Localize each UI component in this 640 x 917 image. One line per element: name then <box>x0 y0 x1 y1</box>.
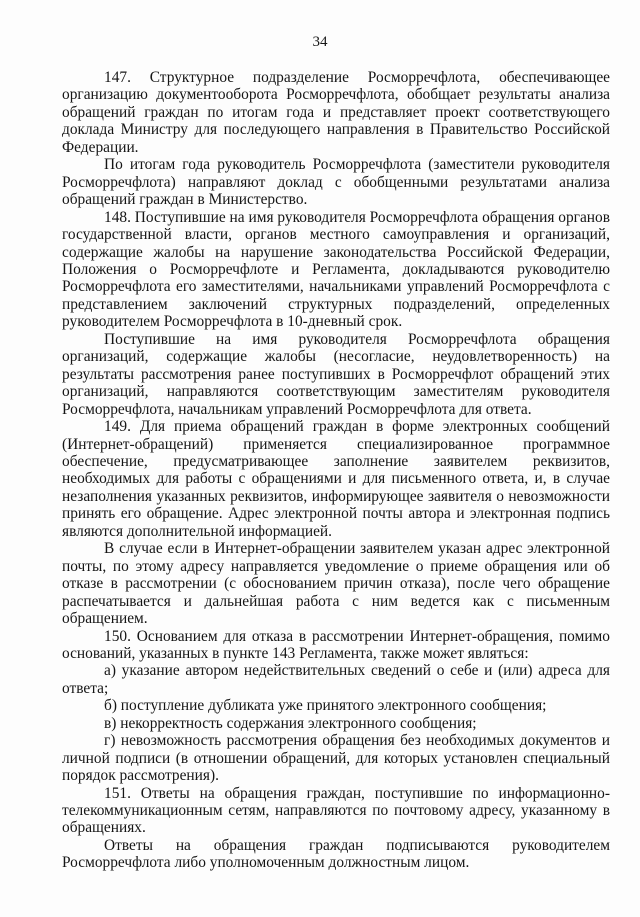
page-number: 34 <box>312 34 328 50</box>
paragraph-organization-complaints: Поступившие на имя руководителя Росморречфлота обращения организаций, содержащие жалобы (несогласие, неудовлетворенность) на результаты рассмотрения ранее поступивших в Росморречфлот обращений этих организаций, направляются соответствующим заместителям руководителя Росморречфлота, начальникам управлений Росморречфлота для ответа. <box>62 330 610 418</box>
paragraph-151: 151. Ответы на обращения граждан, поступившие по информационно-телекоммуникационным сетям, направляются по почтовому адресу, указанному в обращениях. <box>62 784 610 837</box>
paragraph-147: 147. Структурное подразделение Росморречфлота, обеспечивающее организацию документооборота Росморречфлота, обобщает результаты анализа обращений граждан по итогам года и представляет проект соответствующего доклада Министру для последующего направления в Правительство Российской Федерации. <box>62 69 610 156</box>
paragraph-signatures: Ответы на обращения граждан подписываются руководителем Росморречфлота либо уполномоченным должностным лицом. <box>62 836 610 872</box>
document-body <box>62 69 610 872</box>
list-item-a: а) указание автором недействительных сведений о себе и (или) адреса для ответа; <box>62 662 610 697</box>
paragraph-149: 149. Для приема обращений граждан в форме электронных сообщений (Интернет-обращений) применяется специализированное программное обеспечение, предусматривающее заполнение заявителем реквизитов, необходимых для работы с обращениями и для письменного ответа, и, в случае незаполнения указанных реквизитов, информирующее заявителя о невозможности принять его обращение. Адрес электронной почты автора и электронная подпись являются дополнительной информацией. <box>62 418 610 540</box>
list-item-v: в) некорректность содержания электронного сообщения; <box>104 714 477 732</box>
paragraph-annual-report: По итогам года руководитель Росморречфлота (заместители руководителя Росморречфлота) направляют доклад с обобщенными результатами анализа обращений граждан в Министерство. <box>62 156 610 209</box>
list-item-g: г) невозможность рассмотрения обращения без необходимых документов и личной подписи (в отношении обращений, для которых установлен специальный порядок рассмотрения). <box>62 732 610 785</box>
paragraph-148: 148. Поступившие на имя руководителя Росморречфлота обращения органов государственной власти, органов местного самоуправления и организаций, содержащие жалобы на нарушение законодательства Российской Федерации, Положения о Росморречфлоте и Регламента, докладываются руководителю Росморречфлота его заместителями, начальниками управлений Росморречфлота с представлением заключений структурных подразделений, определенных руководителем Росморречфлота в 10-дневный срок. <box>62 208 610 331</box>
paragraph-150: 150. Основанием для отказа в рассмотрении Интернет-обращения, помимо оснований, указанных в пункте 143 Регламента, также может являться: <box>62 627 610 662</box>
list-item-b: б) поступление дубликата уже принятого электронного сообщения; <box>104 697 547 715</box>
paragraph-email-notification: В случае если в Интернет-обращении заявителем указан адрес электронной почты, по этому адресу направляется уведомление о приеме обращения или об отказе в рассмотрении (с обоснованием причин отказа), после чего обращение распечатывается и дальнейшая работа с ним ведется как с письменным обращением. <box>62 540 610 628</box>
